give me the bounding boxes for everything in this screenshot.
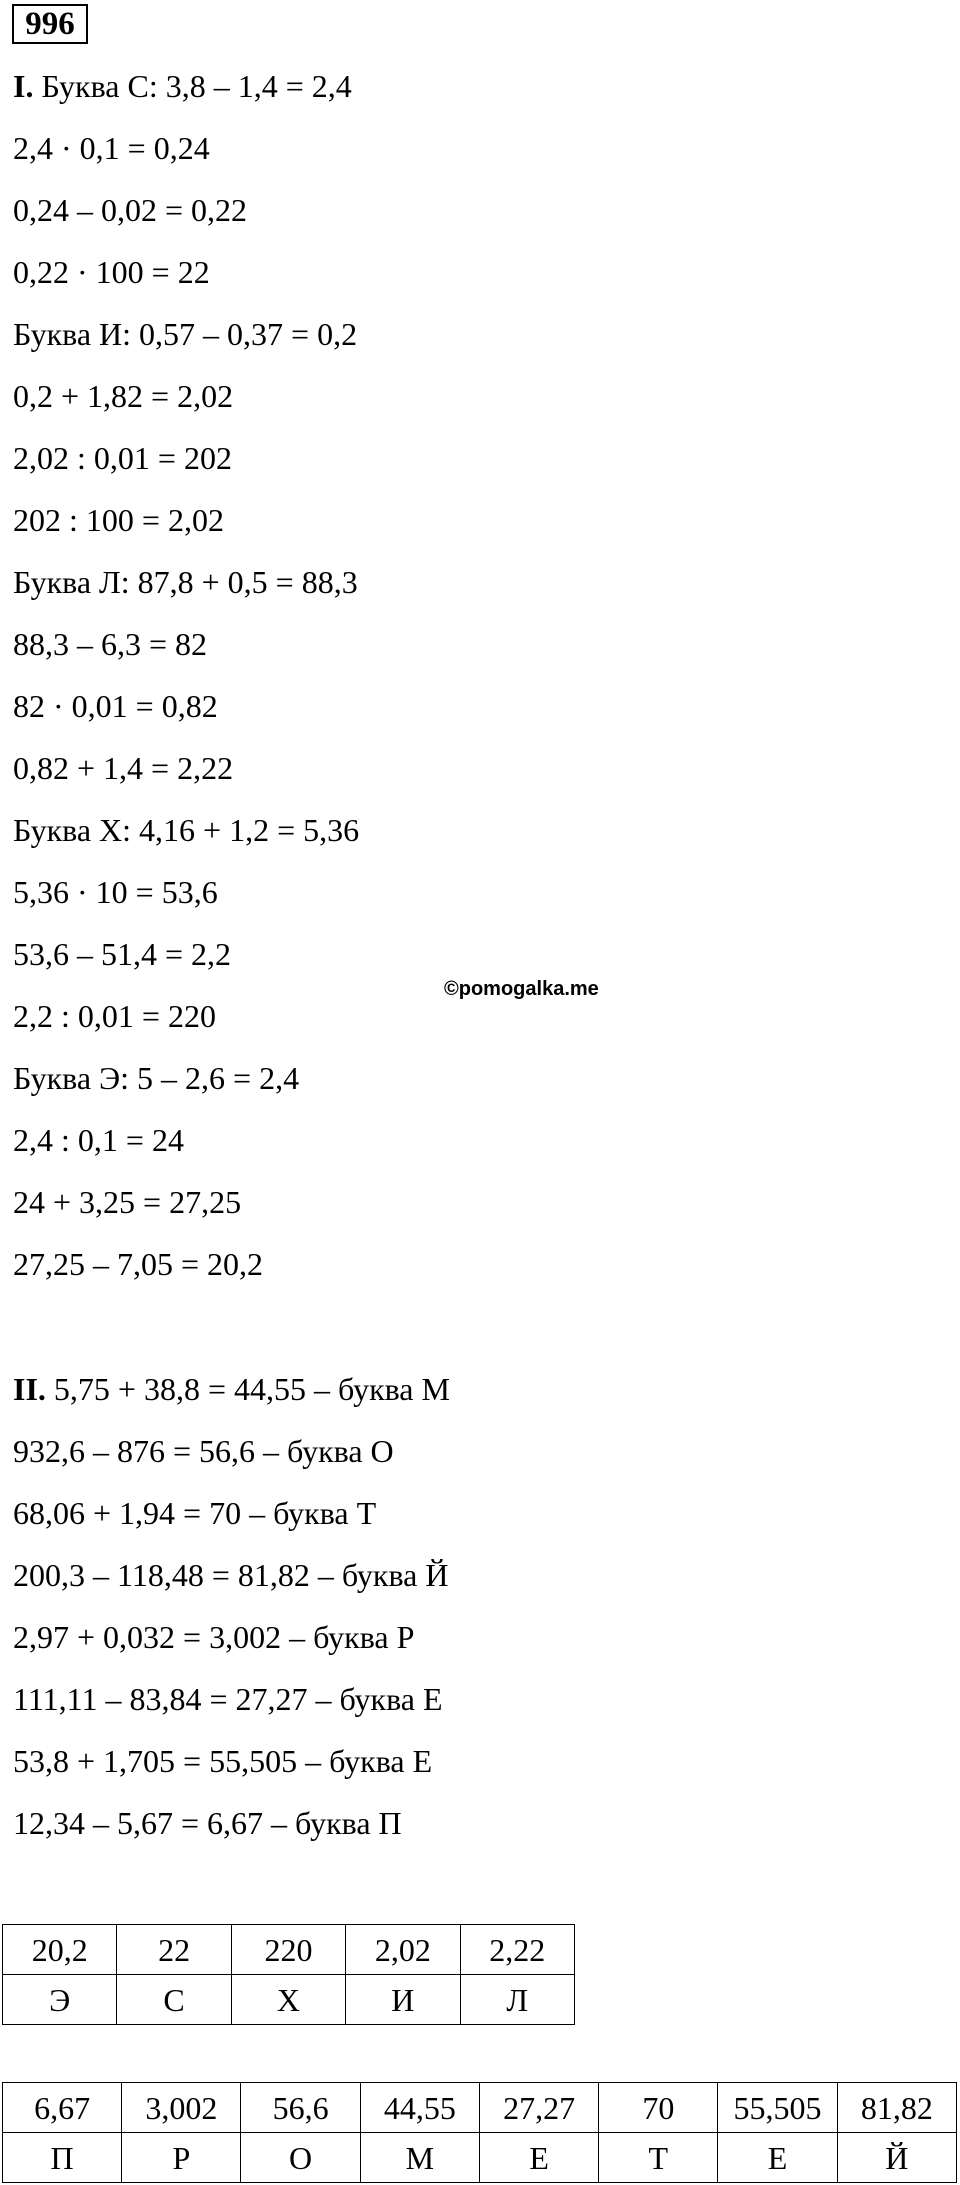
equation-line: Буква И: 0,57 – 0,37 = 0,2 xyxy=(13,316,358,352)
equation-line: 2,4 · 0,1 = 0,24 xyxy=(13,130,210,166)
table-cell: Х xyxy=(231,1975,345,2025)
equation-line: 24 + 3,25 = 27,25 xyxy=(13,1184,242,1220)
table-cell: 3,002 xyxy=(122,2083,241,2133)
table-cell: Э xyxy=(3,1975,117,2025)
table-cell: 56,6 xyxy=(241,2083,360,2133)
part1-first-equation: Буква С: 3,8 – 1,4 = 2,4 xyxy=(41,68,352,104)
table-row-values xyxy=(3,2083,957,2133)
table-cell: 70 xyxy=(599,2083,718,2133)
equation-line: 12,34 – 5,67 = 6,67 – буква П xyxy=(13,1805,402,1841)
equation-line: 27,25 – 7,05 = 20,2 xyxy=(13,1246,264,1282)
equation-line: 202 : 100 = 2,02 xyxy=(13,502,224,538)
table-cell: 55,505 xyxy=(718,2083,837,2133)
table-cell: 22 xyxy=(117,1925,231,1975)
part2-label: II. xyxy=(13,1371,46,1407)
table-cell: Й xyxy=(837,2133,956,2183)
table-cell: И xyxy=(346,1975,460,2025)
table-row-letters xyxy=(3,1975,575,2025)
table-cell: 2,22 xyxy=(460,1925,574,1975)
equation-line: Буква Л: 87,8 + 0,5 = 88,3 xyxy=(13,564,358,600)
task-number-badge: 996 xyxy=(12,4,88,44)
table-cell: П xyxy=(3,2133,122,2183)
table-cell: О xyxy=(241,2133,360,2183)
equation-line: 111,11 – 83,84 = 27,27 – буква Е xyxy=(13,1681,443,1717)
part2-first-equation: 5,75 + 38,8 = 44,55 – буква М xyxy=(53,1371,450,1407)
equation-line: 2,97 + 0,032 = 3,002 – буква Р xyxy=(13,1619,415,1655)
table-cell: С xyxy=(117,1975,231,2025)
equation-line: 0,24 – 0,02 = 0,22 xyxy=(13,192,248,228)
table-cell: 20,2 xyxy=(3,1925,117,1975)
table-cell: М xyxy=(360,2133,479,2183)
table-row-letters xyxy=(3,2133,957,2183)
equation-line: 0,82 + 1,4 = 2,22 xyxy=(13,750,234,786)
equation-line: 68,06 + 1,94 = 70 – буква Т xyxy=(13,1495,377,1531)
table-cell: Р xyxy=(122,2133,241,2183)
equation-line: 932,6 – 876 = 56,6 – буква О xyxy=(13,1433,394,1469)
table-cell: 81,82 xyxy=(837,2083,956,2133)
watermark: ©pomogalka.me xyxy=(444,978,599,1000)
equation-line: Буква Э: 5 – 2,6 = 2,4 xyxy=(13,1060,300,1096)
equation-line: 2,02 : 0,01 = 202 xyxy=(13,440,232,476)
equation-line: 2,2 : 0,01 = 220 xyxy=(13,998,216,1034)
equation-line: 2,4 : 0,1 = 24 xyxy=(13,1122,184,1158)
table-cell: 27,27 xyxy=(479,2083,598,2133)
table-cell: Л xyxy=(460,1975,574,2025)
table-cell: Е xyxy=(479,2133,598,2183)
equation-line: 53,6 – 51,4 = 2,2 xyxy=(13,936,232,972)
table-cell: 44,55 xyxy=(360,2083,479,2133)
table-cell: 220 xyxy=(231,1925,345,1975)
equation-line: 53,8 + 1,705 = 55,505 – буква Е xyxy=(13,1743,433,1779)
table-cell: 6,67 xyxy=(3,2083,122,2133)
part2-heading-line xyxy=(13,1369,450,1409)
equation-line: 82 · 0,01 = 0,82 xyxy=(13,688,218,724)
answer-table-2 xyxy=(2,2082,957,2183)
table-cell: Е xyxy=(718,2133,837,2183)
part1-label: I. xyxy=(13,68,34,104)
answer-table-1 xyxy=(2,1924,575,2025)
table-cell: 2,02 xyxy=(346,1925,460,1975)
equation-line: 5,36 · 10 = 53,6 xyxy=(13,874,218,910)
equation-line: 0,2 + 1,82 = 2,02 xyxy=(13,378,234,414)
equation-line: 0,22 · 100 = 22 xyxy=(13,254,210,290)
equation-line: Буква Х: 4,16 + 1,2 = 5,36 xyxy=(13,812,360,848)
equation-line: 200,3 – 118,48 = 81,82 – буква Й xyxy=(13,1557,449,1593)
part1-heading-line xyxy=(13,66,352,106)
equation-line: 88,3 – 6,3 = 82 xyxy=(13,626,208,662)
table-cell: Т xyxy=(599,2133,718,2183)
table-row-values xyxy=(3,1925,575,1975)
